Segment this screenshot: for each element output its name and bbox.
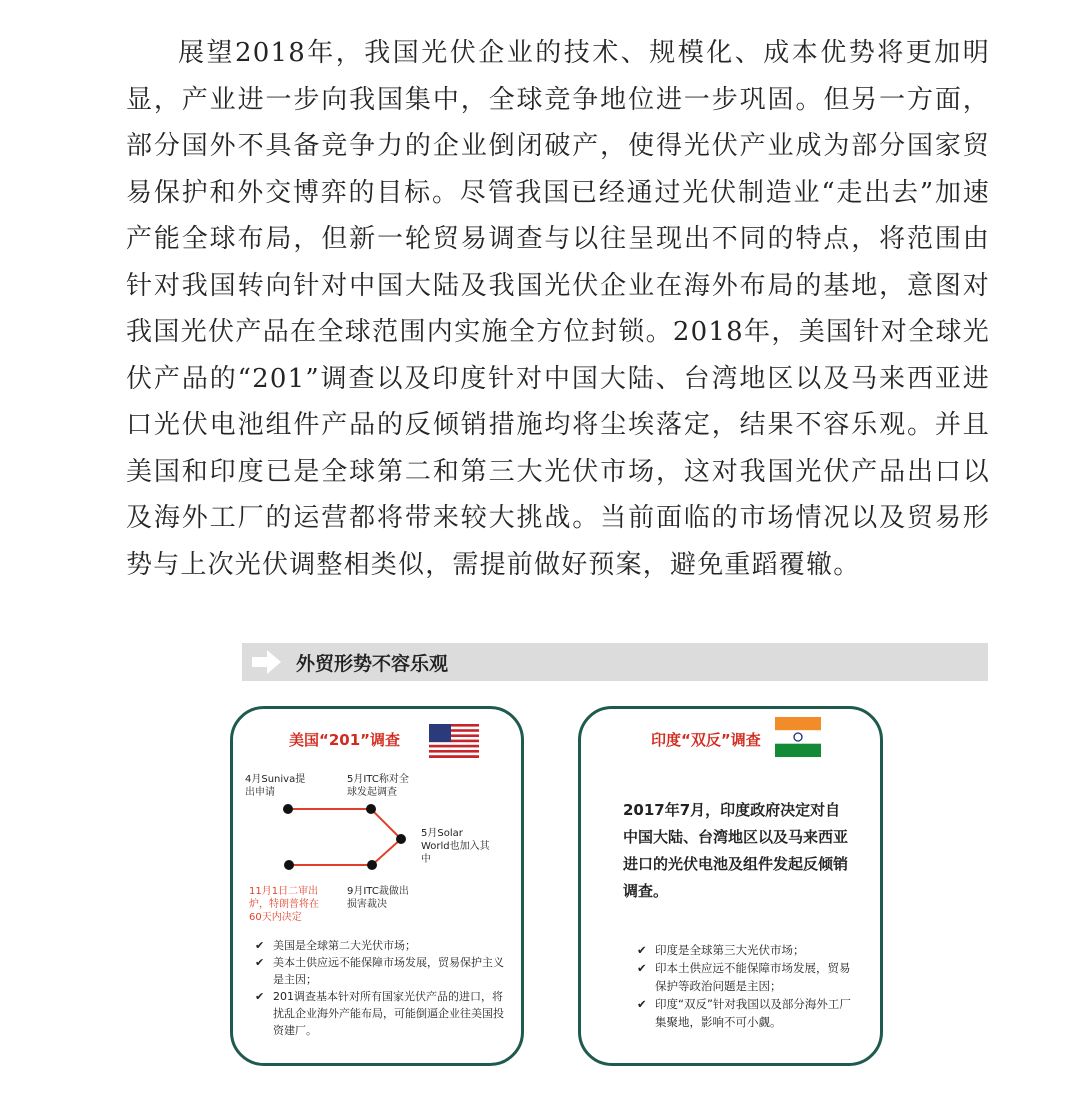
india-summary: 2017年7月，印度政府决定对自中国大陆、台湾地区以及马来西亚进口的光伏电池及组件发起反倾销调查。 [623, 801, 849, 900]
check-icon: ✔ [255, 956, 265, 969]
india-bullet-list [637, 941, 859, 1031]
check-icon: ✔ [255, 990, 265, 1003]
us-timeline [233, 709, 527, 909]
list-item: ✔ 201调查基本针对所有国家光伏产品的进口，将扰乱企业海外产能布局，可能倒逼企业往美国投资建厂。 [255, 990, 504, 1037]
timeline-label: 9月ITC裁做出损害裁决 [347, 886, 409, 910]
check-icon: ✔ [637, 997, 647, 1011]
india-card [578, 706, 883, 1066]
us-bullet-list [255, 937, 505, 1039]
check-icon: ✔ [637, 961, 647, 975]
timeline-label: 5月Solar World也加入其中 [421, 828, 490, 865]
check-icon: ✔ [255, 939, 265, 952]
list-item: ✔ 印度是全球第三大光伏市场； [637, 943, 805, 957]
list-item: ✔ 印本土供应远不能保障市场发展，贸易保护等政治问题是主因； [637, 961, 851, 993]
list-item: ✔ 美本土供应远不能保障市场发展，贸易保护主义是主因； [255, 956, 504, 986]
arrow-right-icon [252, 650, 282, 674]
timeline-label: 11月1日二审出炉，特朗普将在60天内决定 [249, 886, 319, 923]
section-banner [242, 643, 988, 681]
timeline-label: 5月ITC称对全球发起调查 [347, 774, 409, 798]
banner-title: 外贸形势不容乐观 [296, 653, 449, 675]
timeline-label: 4月Suniva提出申请 [245, 774, 306, 798]
check-icon: ✔ [637, 943, 647, 957]
us-card-title: 美国“201”调查 [289, 731, 401, 749]
list-item: ✔ 印度“双反”针对我国以及部分海外工厂集聚地，影响不可小觑。 [637, 997, 851, 1029]
india-card-title: 印度“双反”调查 [651, 731, 761, 749]
us-201-card [230, 706, 524, 1066]
list-item: ✔ 美国是全球第二大光伏市场； [255, 939, 416, 952]
article-paragraph: 展望2018年，我国光伏企业的技术、规模化、成本优势将更加明显，产业进一步向我国集中，全球竞争地位进一步巩固。但另一方面，部分国外不具备竞争力的企业倒闭破产，使得光伏产业成为部分国家贸易保护和外交博弈的目标。尽管我国已经通过光伏制造业“走出去”加速产能全球布局，但新一轮贸易调查与以往呈现出不同的特点，将范围由针对我国转向针对中国大陆及我国光伏企业在海外布局的基地，意图对我国光伏产品在全球范围内实施全方位封锁。2018年，美国针对全球光伏产品的“201”调查以及印度针对中国大陆、台湾地区以及马来西亚进口光伏电池组件产品的反倾销措施均将尘埃落定，结果不容乐观。并且美国和印度已是全球第二和第三大光伏市场，这对我国光伏产品出口以及海外工厂的运营都将带来较大挑战。当前面临的市场情况以及贸易形势与上次光伏调整相类似，需提前做好预案，避免重蹈覆辙。 [126, 38, 990, 580]
india-flag-icon [775, 717, 821, 757]
